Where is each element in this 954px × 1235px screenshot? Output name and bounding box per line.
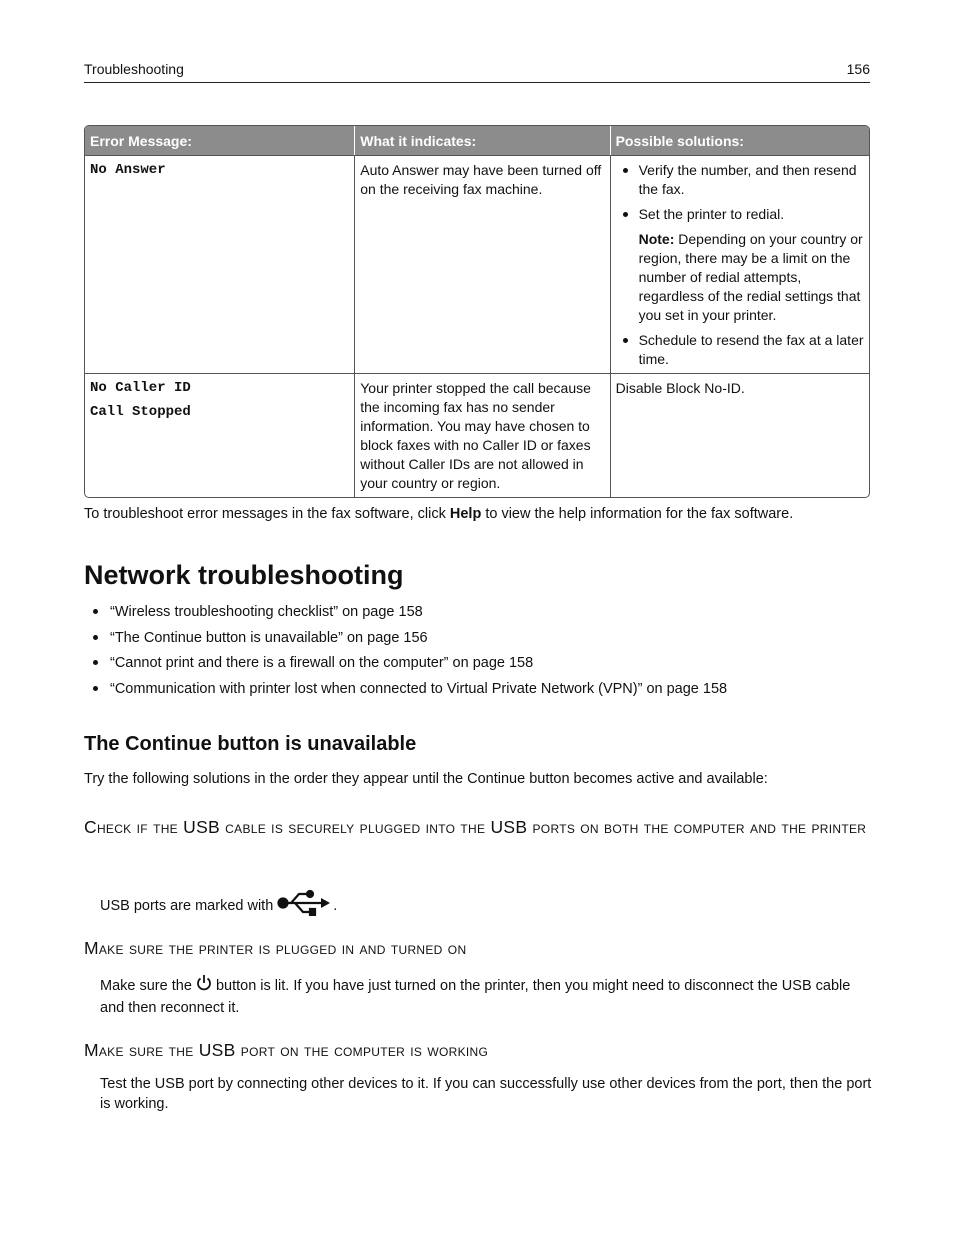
step-text-part: Make sure the [100,977,196,994]
section-title: Network troubleshooting [84,560,404,590]
topic-link-list [84,602,727,705]
indication-cell: Your printer stopped the call because the incoming fax has no sender information. You may have chosen to block faxes with no Caller ID or faxes without Caller IDs are not allowed in your country or region. [355,373,610,497]
note [639,230,865,325]
step-text-part: USB ports are marked with [100,897,278,914]
header-section-name: Troubleshooting [84,61,184,77]
topic-link[interactable]: “Communication with printer lost when connected to Virtual Private Network (VPN)” on page 158 [84,679,727,705]
topic-link[interactable]: “Wireless troubleshooting checklist” on page 158 [84,602,727,628]
error-message-table [84,125,870,498]
step-text: Test the USB port by connecting other devices to it. If you can successfully use other devices from the port, then the port is working. [100,1076,872,1112]
column-header-error-message: Error Message: [85,126,355,155]
step-text-part: button is lit. If you have just turned on the printer, then you might need to disconnect the USB cable and then reconnect it. [100,977,851,1016]
error-message-text: Call Stopped [90,404,191,420]
list-item: Schedule to resend the fax at a later time. [638,332,864,367]
list-item: Set the printer to redial. [639,205,865,224]
solutions-cell: Disable Block No-ID. [611,373,869,497]
step-heading: Make sure the USB port on the computer is working [84,1040,489,1060]
step-heading: Make sure the printer is plugged in and turned on [84,938,467,958]
indication-cell: Auto Answer may have been turned off on the receiving fax machine. [355,155,610,373]
note-text: Depending on your country or region, there may be a limit on the number of redial attempts, regardless of the redial settings that you set in your printer. [638,231,863,323]
table-header-row [85,126,869,155]
topic-link[interactable]: “The Continue button is unavailable” on page 156 [84,628,727,654]
error-message-text: No Caller ID [90,380,191,396]
topic-link[interactable]: “Cannot print and there is a firewall on the computer” on page 158 [84,653,727,679]
subsection-title: The Continue button is unavailable [84,733,417,755]
table-row [85,155,869,373]
fax-software-help-paragraph [84,506,793,522]
table-row [85,373,869,497]
column-header-what-it-indicates: What it indicates: [355,126,610,155]
usb-icon [277,890,333,922]
error-message-cell [85,373,355,497]
intro-paragraph: Try the following solutions in the order they appear until the Continue button becomes active and available: [84,771,768,787]
solutions-list [616,161,865,224]
page-header [84,60,870,83]
step-heading: Check if the USB cable is securely plugged into the USB ports on both the computer and the printer [84,817,867,837]
step-text-part: . [333,897,338,914]
page-number: 156 [846,61,870,77]
error-message-text: No Answer [90,162,166,178]
list-item: Verify the number, and then resend the fax. [639,161,865,199]
help-keyword: Help [449,506,482,522]
error-message-cell [85,155,355,373]
solutions-cell [611,155,869,373]
power-icon [196,974,212,998]
solutions-list-continued [616,331,865,369]
paragraph-text: to view the help information for the fax software. [481,506,794,522]
column-header-possible-solutions: Possible solutions: [611,126,869,155]
paragraph-text: To troubleshoot error messages in the fax software, click [84,506,450,522]
note-label: Note: [638,231,675,247]
step-text [100,974,872,1018]
step-text [100,890,872,922]
